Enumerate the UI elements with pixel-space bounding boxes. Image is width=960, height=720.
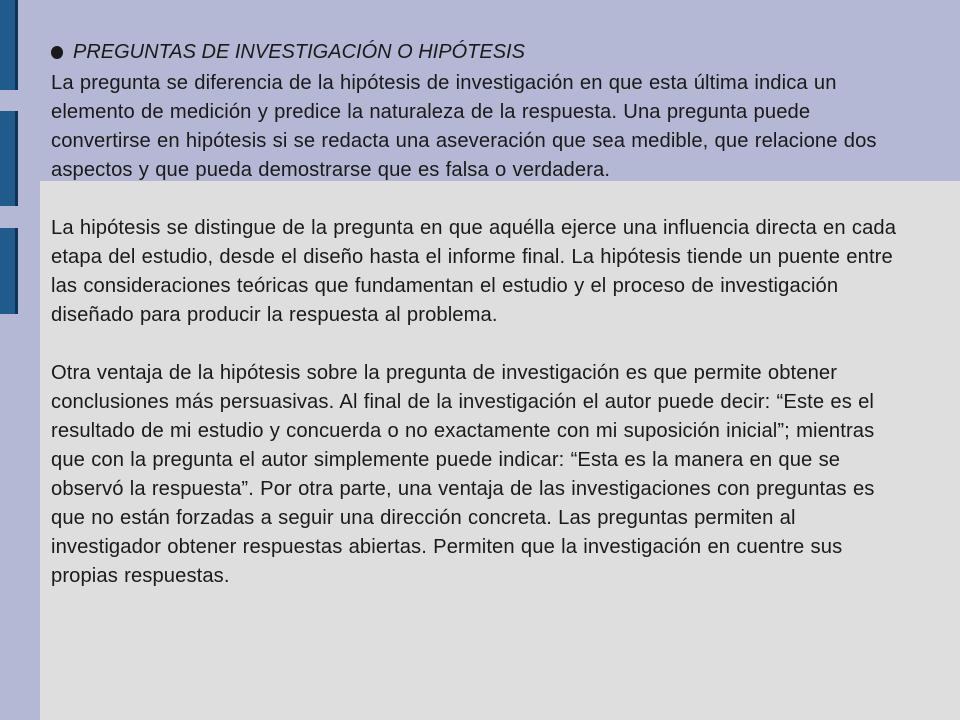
slide-content xyxy=(51,38,911,591)
paragraph-1: La pregunta se diferencia de la hipótesis de investigación en que esta última indica un elemento de medición y predice la naturaleza de la respuesta. Una pregunta puede convertirse en hipótesis si se redacta una aseveración que sea medible, que relacione dos aspectos y que pueda demostrarse que es falsa o verdadera. xyxy=(51,72,877,181)
paragraph-2: La hipótesis se distingue de la pregunta en que aquélla ejerce una influencia directa en cada etapa del estudio, desde el diseño hasta el informe final. La hipótesis tiende un puente entre las consideraciones teóricas que fundamentan el estudio y el proceso de investigación diseñado para producir la respuesta al problema. xyxy=(51,217,897,326)
slide-heading-text: PREGUNTAS DE INVESTIGACIÓN O HIPÓTESIS xyxy=(73,41,525,63)
bullet-icon xyxy=(51,46,63,59)
accent-bar-middle xyxy=(0,111,18,206)
paragraph-3: Otra ventaja de la hipótesis sobre la pregunta de investigación es que permite obtener conclusiones más persuasivas. Al final de la investigación el autor puede decir: “Este es el resultado de mi estudio y concuerda o no exactamente con mi suposición inicial”; mientras que con la pregunta el autor simplemente puede indicar: “Esta es la manera en que se observó la respuesta”. Por otra parte, una ventaja de las investigaciones con preguntas es que no están forzadas a seguir una dirección concreta. Las preguntas permiten al investigador obtener respuestas abiertas. Permiten que la investigación en cuentre sus propias respuestas. xyxy=(51,362,875,587)
accent-bar-bottom xyxy=(0,228,18,314)
accent-bar-top xyxy=(0,0,18,90)
slide-heading xyxy=(51,38,911,66)
